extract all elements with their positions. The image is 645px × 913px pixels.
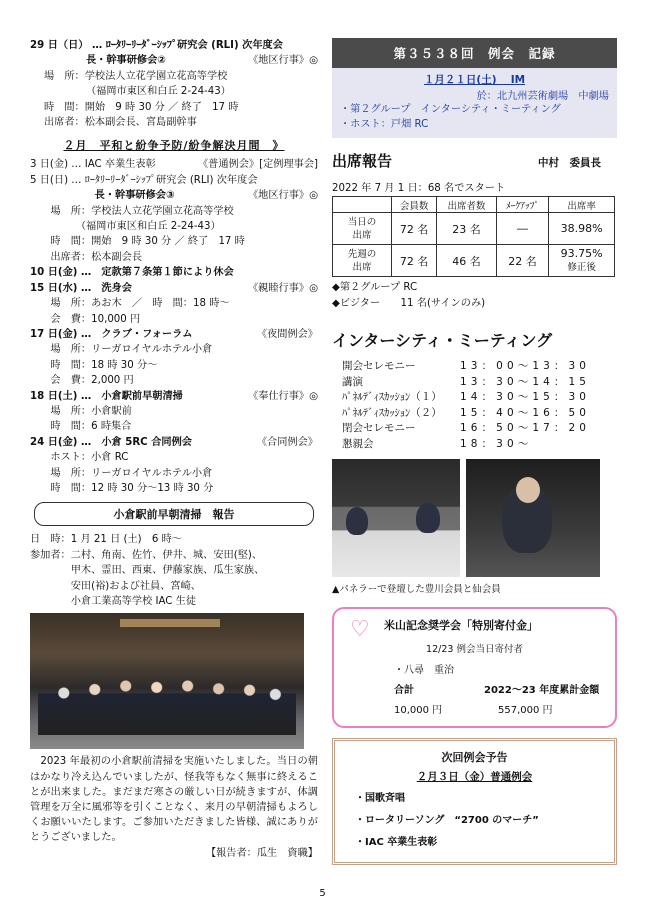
schedule-item-text: 18 日(土) … 小倉駅前早朝清掃: [30, 390, 183, 402]
panelist-figure: [416, 503, 440, 533]
schedule-item: [30, 219, 318, 234]
panelist-figure: [346, 507, 368, 535]
program-item-time: 16：50～17：20: [460, 422, 591, 435]
schedule-item: [30, 312, 318, 327]
makeup-cell: 22 名: [496, 245, 548, 277]
schedule-item: [30, 342, 318, 357]
schedule-item-text: 場 所：あお木 ／ 時 間：18 時～: [30, 298, 230, 310]
program-item-name: 開会セレモニー: [342, 360, 416, 372]
schedule-item-text: 出席者：松本副会長: [30, 251, 143, 263]
jan-item-place: 場 所：学校法人立花学園立花高等学校: [44, 70, 228, 82]
schedule-item-text: 10 日(金) … 定款第７条第１節により休会: [30, 267, 234, 279]
meeting-record-line: ・ホスト：戸畑 RC: [340, 119, 429, 130]
gift-header-row: [344, 681, 605, 696]
cleanup-group-photo: [30, 613, 304, 749]
members-cell: 72 名: [392, 213, 437, 245]
meeting-record-date: １月２１日(土) IM: [423, 74, 526, 86]
table-row: [333, 245, 615, 277]
left-column: [30, 38, 318, 861]
schedule-item: [30, 419, 318, 434]
schedule-item-text: 3 日(金) … IAC 卒業生表彰: [30, 159, 156, 171]
schedule-item: [30, 204, 318, 219]
schedule-item-text: 場 所：リーガロイヤルホテル小倉: [30, 467, 213, 479]
next-meeting-date: ２月３日（金）普通例会: [416, 770, 533, 783]
gift-amount: 10,000 円: [394, 704, 443, 716]
schedule-item-tag: 《夜間例会》: [256, 328, 318, 340]
schedule-item: [30, 435, 318, 450]
program-item-name: 講演: [342, 375, 363, 388]
schedule-item-text: 会 費：2,000 円: [30, 375, 134, 387]
schedule-item: [30, 404, 318, 419]
list-item: ・国歌斉唱: [355, 792, 405, 804]
schedule-item-text: （福岡市東区和白丘 2-24-43）: [30, 221, 221, 233]
program-item-time: 13：30～14：15: [460, 375, 591, 388]
schedule-item-text: 会 費：10,000 円: [30, 313, 141, 325]
schedule-item: [30, 188, 318, 203]
panel-photo-1: [332, 459, 460, 577]
program-item-name: 閉会セレモニー: [342, 422, 416, 435]
participants-line-3: 安田(裕)および社員、宮崎、: [30, 580, 201, 592]
table-header: 会員数: [392, 197, 437, 213]
schedule-item-text: 時 間：開始 9 時 30 分 ／ 終了 17 時: [30, 236, 245, 248]
attendance-person: 中村 委員長: [538, 157, 601, 169]
gift-subtitle: 12/23 例会当日寄付者: [426, 643, 523, 655]
attendance-table: [332, 196, 615, 277]
right-column: [332, 38, 617, 865]
cleanup-report-title: 小倉駅前早朝清掃 報告: [34, 502, 314, 526]
jan-item-attendees: 出席者：松本副会長、宮島副幹事: [44, 117, 197, 129]
feb-schedule-list: [30, 157, 318, 496]
makeup-cell: ―: [496, 213, 548, 245]
meeting-record-title: 第３５３８回 例会 記録: [332, 38, 617, 68]
schedule-item: [30, 173, 318, 188]
schedule-item: [30, 389, 318, 404]
members-cell: 72 名: [392, 245, 437, 277]
meeting-record-venue: 於：北九州芸術劇場 中劇場: [476, 91, 609, 102]
schedule-item-tag: 《地区行事》◎: [247, 190, 318, 202]
jan-item: [30, 38, 318, 130]
schedule-item-text: 長・幹事研修会③: [30, 190, 175, 202]
schedule-item-text: 17 日(金) … クラブ・フォーラム: [30, 328, 193, 340]
cleanup-date: 日 時：1 月 21 日 (土) 6 時～: [30, 534, 182, 546]
schedule-item: [30, 327, 318, 342]
table-header: 出席率: [549, 197, 615, 213]
jan-item-line2-text: 長・幹事研修会②: [86, 55, 166, 67]
row-label: [333, 213, 392, 245]
schedule-item: [30, 250, 318, 265]
schedule-item-text: ホスト：小倉 RC: [30, 452, 129, 464]
photo-caption: ▲パネラーで登壇した豊川会員と仙会員: [332, 583, 501, 595]
schedule-item-tag: 《合同例会》: [256, 436, 318, 448]
schedule-item: [30, 281, 318, 296]
schedule-item-tag: 《親睦行事》◎: [247, 282, 318, 294]
jan-item-line2: [30, 53, 318, 68]
list-item: ・IAC 卒業生表彰: [355, 836, 438, 848]
present-cell: 23 名: [437, 213, 497, 245]
schedule-item-tag: 《奉仕行事》◎: [247, 390, 318, 402]
heart-icon: ♡: [350, 616, 370, 642]
gift-cumulative: 557,000 円: [498, 704, 553, 716]
schedule-item-text: 15 日(水) … 洗身会: [30, 282, 132, 294]
meeting-record-box: [332, 38, 617, 138]
schedule-item: [30, 450, 318, 465]
participants-line-2: 甲木、霊田、西東、伊藤家族、瓜生家族、: [30, 565, 265, 577]
gift-head-total: 合計: [394, 684, 414, 696]
rate-note: 修正後: [567, 262, 596, 273]
participants-line-1: 参加者：二村、角南、佐竹、伊井、城、安田(堅)、: [30, 549, 263, 561]
schedule-item: [30, 466, 318, 481]
row-label-1: 当日の: [347, 216, 377, 228]
cleanup-report-text: 2023 年最初の小倉駅前清掃を実施いたしました。当日の朝はかなり冷え込んでいましたが、怪我等もなく無事に終えることが出来ました。まだまだ寒さの厳しい日が続きますが、体調管理を万全に風邪等を引くことなく、来月の早朝清掃もよろしくお願いいたします。ご参加いただきました皆様、誠にありがとうございました。: [30, 756, 318, 844]
feb-heading: ２月 平和と紛争予防/紛争解決月間 》: [63, 139, 285, 153]
row-label-2: 出席: [352, 229, 372, 241]
table-header-row: [333, 197, 615, 213]
attendance-start: 2022 年 7 月 1 日：68 名でスタート: [332, 183, 506, 194]
meeting-record-line: ・第２グループ インターシティ・ミーティング: [340, 104, 561, 115]
row-label-1: 先週の: [347, 248, 377, 260]
attendance-title: 出席報告: [332, 152, 393, 170]
rate-cell: 38.98%: [549, 213, 615, 245]
schedule-item-text: 24 日(金) … 小倉 5RC 合同例会: [30, 436, 192, 448]
schedule-item: [30, 234, 318, 249]
rate-cell: [549, 245, 615, 277]
rate-value: 93.75%: [560, 247, 603, 260]
schedule-item-text: 時 間：18 時 30 分～: [30, 359, 158, 371]
jan-item-line1: 29 日（日） … ﾛｰﾀﾘｰﾘｰﾀﾞｰｼｯﾌﾟ研究会 (RLI) 次年度会: [30, 40, 283, 51]
gift-head-cumulative: 2022～23 年度累計金額: [484, 684, 600, 696]
program-item-time: 14：30～15：30: [460, 391, 591, 404]
schedule-item: [30, 373, 318, 388]
program-item-name: ﾊﾟﾈﾙﾃﾞｨｽｶｯｼｮﾝ（１）: [342, 391, 442, 404]
program-item-name: ﾊﾟﾈﾙﾃﾞｨｽｶｯｼｮﾝ（２）: [342, 406, 442, 419]
schedule-item-text: 場 所：リーガロイヤルホテル小倉: [30, 344, 213, 356]
yoneyama-donation-box: [332, 607, 617, 728]
jan-item-time: 時 間：開始 9 時 30 分 ／ 終了 17 時: [44, 101, 239, 113]
program-item-time: 13：00～13：30: [460, 360, 591, 372]
program-list: [332, 359, 617, 453]
schedule-item-text: 時 間：12 時 30 分～13 時 30 分: [30, 482, 214, 494]
group-of-people: [38, 665, 296, 735]
attendance-header: [332, 150, 617, 171]
panel-photo-2: [466, 459, 600, 577]
program-item-time: 15：40～16：50: [460, 406, 591, 419]
present-cell: 46 名: [437, 245, 497, 277]
row-label: [333, 245, 392, 277]
schedule-item: [30, 157, 318, 172]
schedule-item: [30, 358, 318, 373]
next-meeting-title: 次回例会予告: [441, 750, 508, 764]
schedule-item: [30, 481, 318, 496]
program-item-name: 懇親会: [342, 437, 374, 450]
page-number: 5: [319, 888, 326, 899]
gift-donor: ・八尋 重治: [394, 664, 454, 676]
speaker-face: [516, 477, 540, 503]
schedule-item-text: 5 日(日) … ﾛｰﾀﾘｰﾘｰﾀﾞｰｼｯﾌﾟ研究会 (RLI) 次年度会: [30, 174, 258, 186]
schedule-item-text: 時 間：6 時集合: [30, 421, 132, 433]
gift-title: 米山記念奨学会「特別寄付金」: [384, 618, 538, 632]
participants-line-4: 小倉工業高等学校 IAC 生徒: [30, 596, 197, 607]
schedule-item-tag: 《普通例会》[定例理事会]: [197, 159, 318, 171]
group-note: ◆第２グループ RC: [332, 282, 418, 293]
gift-value-row: [344, 701, 605, 716]
station-sign: [120, 619, 220, 627]
row-label-2: 出席: [352, 261, 372, 273]
jan-item-tag: 《地区行事》◎: [247, 55, 318, 67]
table-header: 出席者数: [437, 197, 497, 213]
program-item-time: 18：30～: [460, 437, 533, 450]
jan-item-address: （福岡市東区和白丘 2-24-43）: [86, 86, 231, 98]
next-meeting-box: [332, 738, 617, 865]
schedule-item-text: 場 所：学校法人立花学園立花高等学校: [30, 205, 234, 217]
table-header: [333, 197, 392, 213]
schedule-item: [30, 265, 318, 280]
visitor-note: ◆ビジター 11 名(サインのみ): [332, 298, 486, 309]
table-header: ﾒｰｸｱｯﾌﾟ: [496, 197, 548, 213]
list-item: ・ロータリーソング “2700 のマーチ”: [355, 814, 539, 826]
next-meeting-items: [345, 788, 604, 854]
table-row: [333, 213, 615, 245]
schedule-item-text: 場 所：小倉駅前: [30, 405, 132, 417]
schedule-item: [30, 296, 318, 311]
reporter: 【報告者：瓜生 資職】: [205, 847, 318, 859]
panel-photos: [332, 459, 617, 577]
intercity-title: インターシティ・ミーティング: [332, 331, 553, 350]
